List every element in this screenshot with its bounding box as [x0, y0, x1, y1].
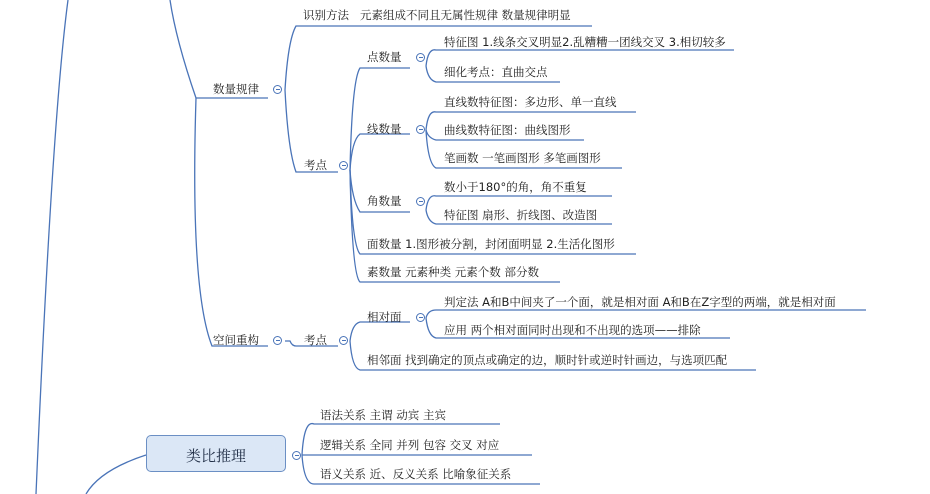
collapse-icon[interactable] — [416, 125, 425, 134]
collapse-icon[interactable] — [416, 53, 425, 62]
sushuliang-text: 素数量 元素种类 元素个数 部分数 — [367, 265, 539, 279]
xdm-item-1: 判定法 A和B中间夹了一个面，就是相对面 A和B在Z字型的两端，就是相对面 — [444, 295, 836, 309]
collapse-icon[interactable] — [339, 336, 348, 345]
conn-dianshuliang — [350, 68, 410, 170]
collapse-icon[interactable] — [416, 197, 425, 206]
collapse-icon[interactable] — [339, 161, 348, 170]
leibi-item-3: 语义关系 近、反义关系 比喻象征关系 — [320, 467, 512, 481]
trunk-branch-kongjian — [195, 98, 268, 346]
shibie-text: 元素组成不同且无属性规律 数量规律明显 — [360, 8, 571, 22]
xian-item-2: 曲线数特征图：曲线图形 — [444, 123, 571, 137]
jiao-item-1: 数小于180°的角，角不重复 — [444, 180, 587, 194]
kaodian2-label[interactable]: 考点 — [304, 333, 327, 347]
kaodian1-label[interactable]: 考点 — [304, 158, 327, 172]
leibi-node[interactable] — [146, 435, 286, 472]
conn-dian-1 — [426, 50, 734, 66]
shibie-label: 识别方法 — [303, 8, 349, 22]
xdm-item-2: 应用 两个相对面同时出现和不出现的选项——排除 — [444, 323, 701, 337]
mianshuliang-text: 面数量 1.图形被分割，封闭面明显 2.生活化图形 — [367, 237, 615, 251]
leibi-item-2: 逻辑关系 全同 并列 包容 交叉 对应 — [320, 438, 500, 452]
xian-item-1: 直线数特征图：多边形、单一直线 — [444, 95, 617, 109]
collapse-icon[interactable] — [416, 313, 425, 322]
conn-xiangduimian — [350, 322, 410, 341]
xianglinmian-text: 相邻面 找到确定的顶点或确定的边，顺时针或逆时针画边，与选项匹配 — [367, 353, 728, 367]
xianshuliang-label[interactable]: 线数量 — [367, 122, 402, 136]
leibi-item-1: 语法关系 主谓 动宾 主宾 — [320, 408, 446, 422]
jiao-item-2: 特征图 扇形、折线图、改造图 — [444, 208, 598, 222]
collapse-icon[interactable] — [292, 451, 301, 460]
conn-xianshuliang — [350, 134, 410, 170]
xiangduimian-label[interactable]: 相对面 — [367, 310, 402, 324]
dian-item-1: 特征图 1.线条交叉明显2.乱糟糟一团线交叉 3.相切较多 — [444, 35, 726, 49]
kongjian-label[interactable]: 空间重构 — [213, 333, 259, 347]
trunk-curve-top — [36, 0, 68, 494]
shuliang-label[interactable]: 数量规律 — [213, 82, 259, 96]
dianshuliang-label[interactable]: 点数量 — [367, 50, 402, 64]
collapse-icon[interactable] — [273, 336, 282, 345]
dian-item-2: 细化考点：直曲交点 — [444, 65, 548, 79]
xian-item-3: 笔画数 一笔画图形 多笔画图形 — [444, 151, 601, 165]
jiaoshuliang-label[interactable]: 角数量 — [367, 194, 402, 208]
collapse-icon[interactable] — [273, 85, 282, 94]
leibi-label: 类比推理 — [185, 447, 246, 465]
trunk-curve-root — [86, 455, 146, 494]
conn-xdm-1 — [426, 310, 866, 318]
